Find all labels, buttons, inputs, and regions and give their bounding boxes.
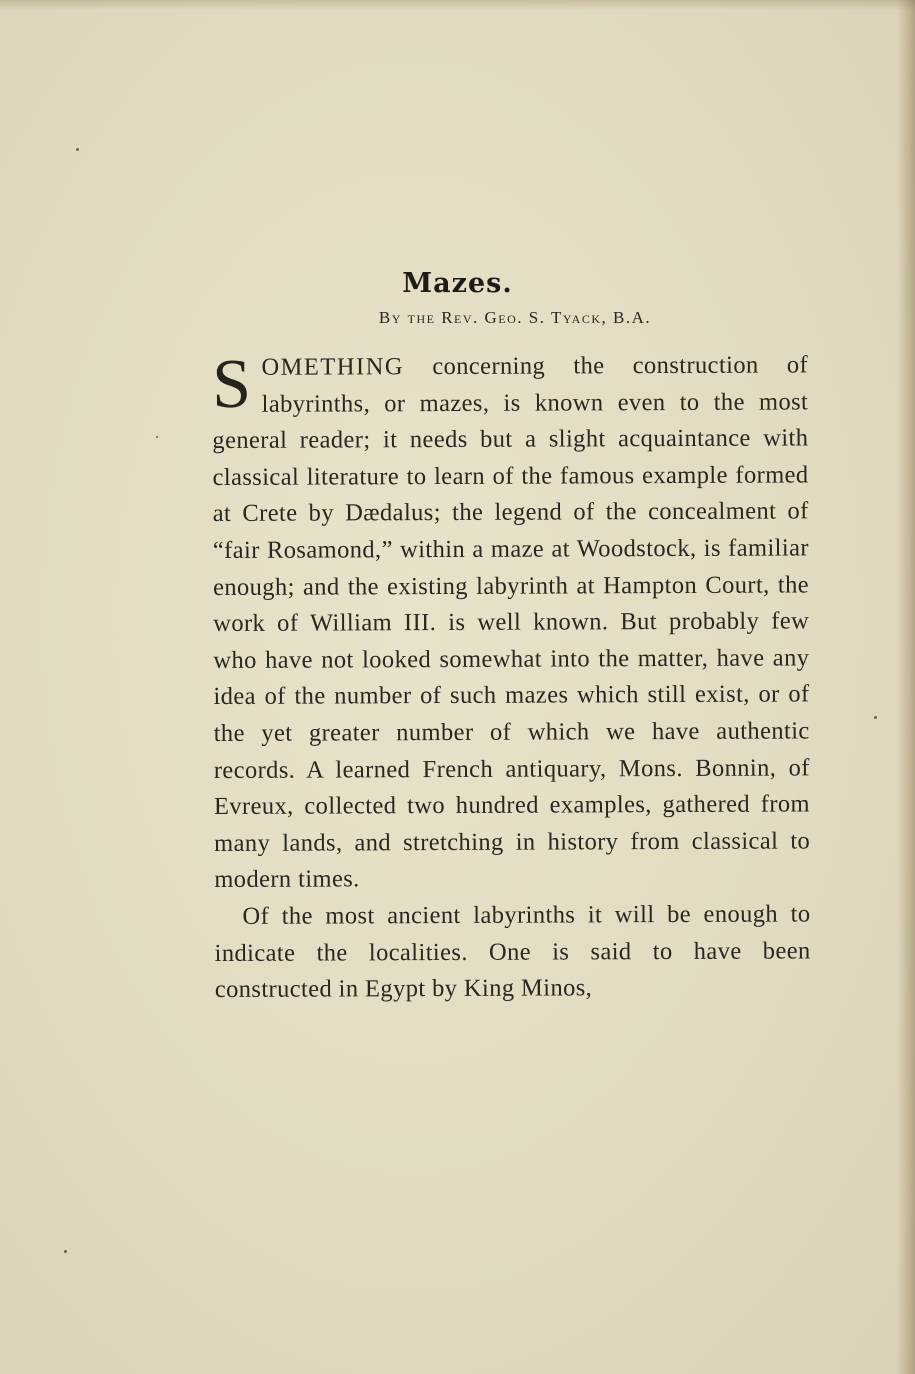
paper-speck (156, 436, 158, 438)
paragraph-1-text: concerning the construction of labyrinths, or mazes, is known even to the most general reader; it needs but a slight acquaintance with classical literature to learn of the famous example formed at Crete by Dædalus; the legend of the concealment of “fair Rosamond,” within a maze at Woodstock, is familiar enough; and the existing labyrinth at Hampton Court, the work of William III. is well known. But probably few who have not looked somewhat into the matter, have any idea of the number of such mazes which still exist, or of the yet greater number of which we have authentic records. A learned French antiquary, Mons. Bonnin, of Evreux, collected two hundred examples, gathered from many lands, and stretching in history from classical to modern times. (212, 351, 811, 894)
article-title: Mazes. (402, 268, 513, 300)
paper-speck (64, 1250, 67, 1253)
paper-speck (874, 716, 877, 719)
lead-in-caps: OMETHING (261, 353, 405, 381)
page-right-edge (897, 0, 915, 1374)
paragraph-1 (212, 347, 810, 899)
paragraph-2 (214, 896, 810, 1008)
paper-speck (76, 148, 79, 151)
page-top-edge (0, 0, 915, 10)
article-body (212, 347, 811, 1008)
author-byline: By the Rev. Geo. S. Tyack, B.A. (378, 308, 652, 327)
paragraph-2-text: Of the most ancient labyrinths it will be enough to indicate the localities. One is said to have been constructed in Egypt by King Minos, (214, 900, 811, 1004)
drop-cap: S (211, 345, 252, 423)
